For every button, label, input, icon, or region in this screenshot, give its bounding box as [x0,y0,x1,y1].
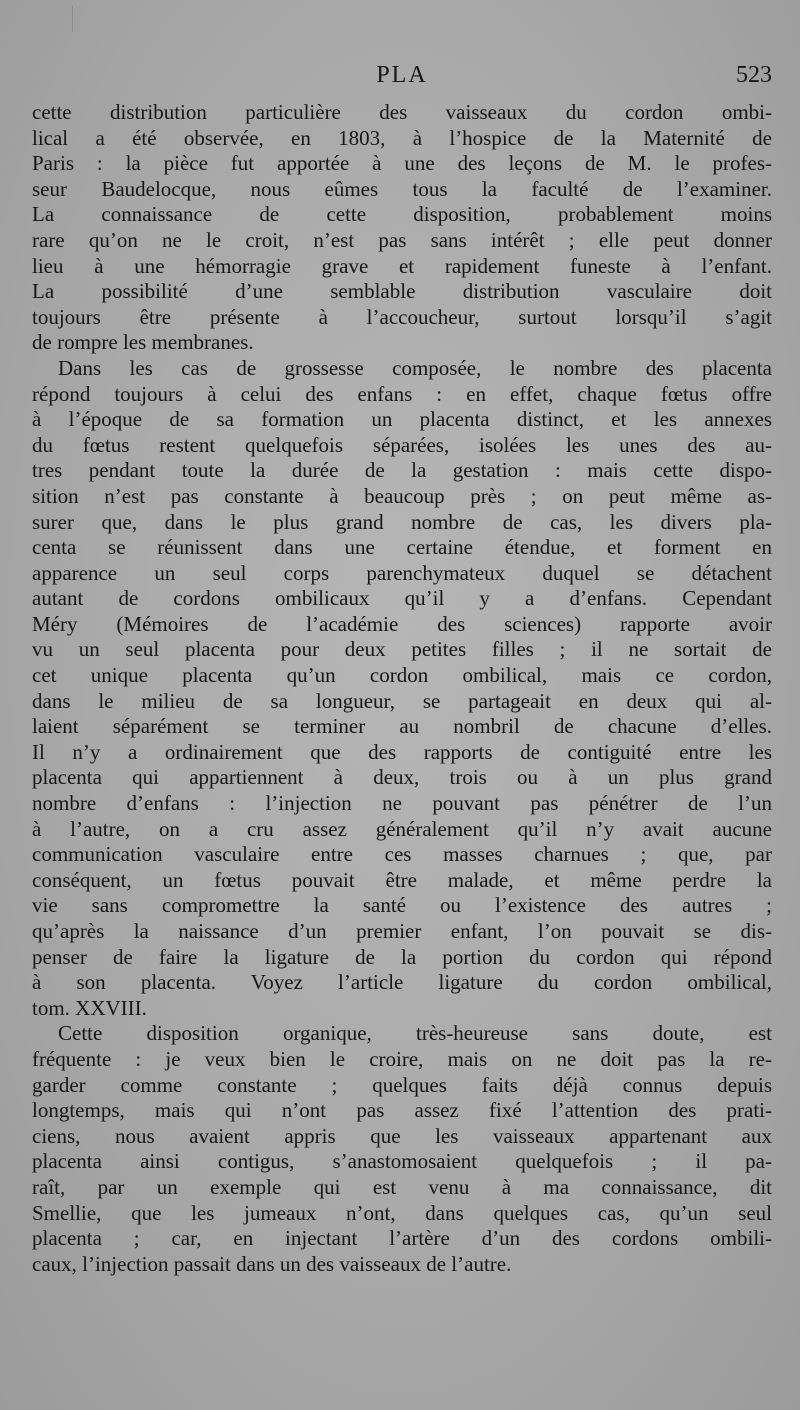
text-line: répond toujours à celui des enfans : en effet, chaque fœtus offre [32,381,772,406]
text-line: placenta qui appartiennent à deux, trois ou à un plus grand [32,765,772,790]
text-line: conséquent, un fœtus pouvait être malade, et même perdre la [32,867,772,892]
text-line: tres pendant toute la durée de la gestation : mais cette dispo- [32,458,772,483]
text-line: toujours être présente à l’accoucheur, surtout lorsqu’il s’agit [32,304,772,329]
text-line: apparence un seul corps parenchymateux duquel se détachent [32,560,772,585]
text-line: garder comme constante ; quelques faits déjà connus depuis [32,1072,772,1097]
text-line: La connaissance de cette disposition, probablement moins [32,202,772,227]
text-line: de rompre les membranes. [32,330,254,355]
text-line: à son placenta. Voyez l’article ligature du cordon ombilical, [32,970,772,995]
page-header [32,62,772,96]
text-line: communication vasculaire entre ces masses charnues ; que, par [32,842,772,867]
text-line: caux, l’injection passait dans un des vaisseaux de l’autre. [32,1251,512,1276]
margin-mark [72,6,73,32]
text-line: Smellie, que les jumeaux n’ont, dans quelques cas, qu’un seul [32,1200,772,1225]
text-line: laient séparément se terminer au nombril de chacune d’elles. [32,714,772,739]
text-line: à l’époque de sa formation un placenta distinct, et les annexes [32,407,772,432]
text-line: longtemps, mais qui n’ont pas assez fixé l’attention des prati- [32,1098,772,1123]
text-line: à l’autre, on a cru assez généralement qu’il n’y avait aucune [32,816,772,841]
paragraph-1 [32,100,772,356]
text-line: Paris : la pièce fut apportée à une des leçons de M. le profes- [32,151,772,176]
text-line: qu’après la naissance d’un premier enfant, l’on pouvait se dis- [32,919,772,943]
text-line: fréquente : je veux bien le croire, mais on ne doit pas la re- [32,1046,772,1071]
text-line: lieu à une hémorragie grave et rapidement funeste à l’enfant. [32,253,772,278]
text-line: centa se réunissent dans une certaine étendue, et forment en [32,535,772,560]
paragraph-2 [32,356,772,1021]
text-line: Méry (Mémoires de l’académie des sciences) rapporte avoir [32,611,772,636]
text-line: lical a été observée, en 1803, à l’hospice de la Maternité de [32,125,772,150]
text-line: seur Baudelocque, nous eûmes tous la faculté de l’examiner. [32,176,772,201]
text-line: placenta ainsi contigus, s’anastomosaient quelquefois ; il pa- [32,1149,772,1174]
text-line: raît, par un exemple qui est venu à ma connaissance, dit [32,1174,772,1199]
text-line: autant de cordons ombilicaux qu’il y a d’enfans. Cependant [32,586,772,611]
text-line: sition n’est pas constante à beaucoup près ; on peut même as- [32,483,772,508]
text-line: placenta ; car, en injectant l’artère d’un des cordons ombili- [32,1226,772,1251]
paragraph-3 [32,1021,772,1277]
page-number: 523 [736,62,772,88]
text-line: cette distribution particulière des vaisseaux du cordon ombi- [32,100,772,124]
text-line: La possibilité d’une semblable distribution vasculaire doit [32,279,772,304]
text-line: rare qu’on ne le croit, n’est pas sans intérêt ; elle peut donner [32,227,772,252]
text-line: Dans les cas de grossesse composée, le nombre des placenta [58,355,772,380]
text-line: surer que, dans le plus grand nombre de cas, les divers pla- [32,509,772,534]
text-line: penser de faire la ligature de la portion du cordon qui répond [32,944,772,969]
text-line: du fœtus restent quelquefois séparées, isolées les unes des au- [32,432,772,457]
running-head: PLA [376,62,428,88]
text-line: ciens, nous avaient appris que les vaisseaux appartenant aux [32,1123,772,1148]
text-line: tom. XXVIII. [32,995,147,1020]
text-line: Il n’y a ordinairement que des rapports de contiguité entre les [32,739,772,764]
text-line: dans le milieu de sa longueur, se partageait en deux qui al- [32,688,772,713]
text-line: vie sans compromettre la santé ou l’existence des autres ; [32,893,772,918]
text-line: Cette disposition organique, très-heureuse sans doute, est [58,1021,772,1046]
text-line: nombre d’enfans : l’injection ne pouvant pas pénétrer de l’un [32,791,772,816]
text-line: vu un seul placenta pour deux petites filles ; il ne sortait de [32,637,772,662]
body-text [32,100,772,1277]
text-line: cet unique placenta qu’un cordon ombilical, mais ce cordon, [32,663,772,688]
